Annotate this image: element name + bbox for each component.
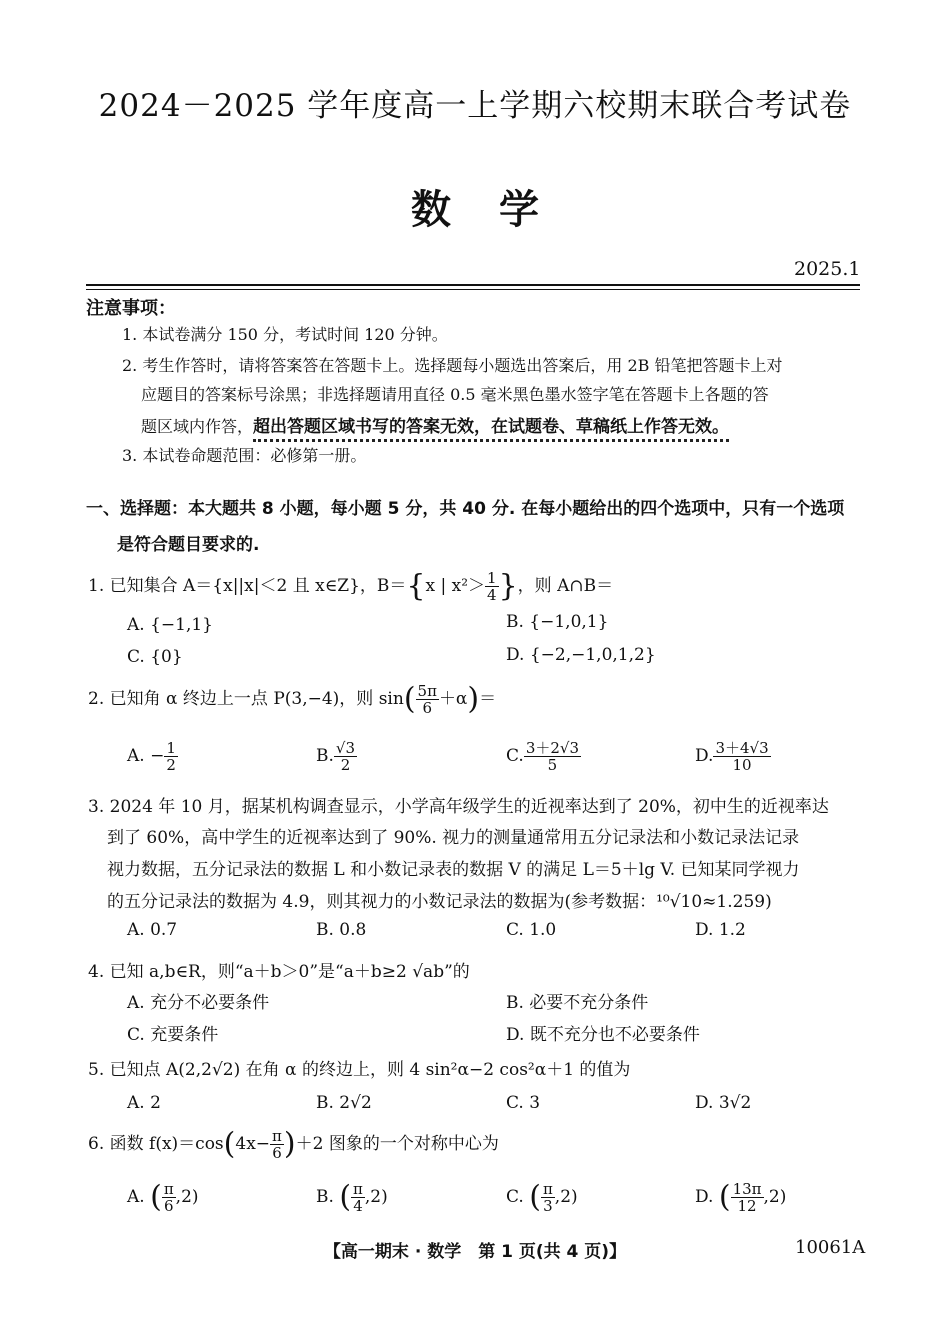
q2-frac-num: 5π: [417, 681, 437, 700]
q1-stem-b: ，则 A∩B＝: [517, 576, 614, 596]
q6-option-c-den: 3: [543, 1197, 553, 1215]
q6-option-a-lparen: (: [150, 1179, 162, 1215]
section-1-heading-cont: 是符合题目要求的.: [117, 535, 260, 555]
question-3-line-3: 视力数据，五分记录法的数据 L 和小数记录表的数据 V 的满足 L＝5＋lg V. 已知某同学视力: [107, 860, 800, 880]
q6-option-a-den: 6: [163, 1197, 174, 1215]
q1-fraction: [485, 570, 499, 604]
q2-paren-open: (: [403, 681, 416, 717]
notice-item-2-line-3-plain: 题区域内作答，: [141, 417, 254, 436]
q6-option-d-num: 13π: [732, 1179, 762, 1198]
q2-option-c-num: 3＋2√3: [525, 738, 580, 757]
q1-brace-open: {: [406, 568, 426, 604]
q6-option-b-lparen: (: [339, 1179, 352, 1215]
q1-brace-close: }: [498, 568, 518, 604]
q2-option-a-label: A. −: [127, 746, 165, 766]
q2-option-d: [695, 734, 771, 778]
q2-option-a: [127, 734, 178, 778]
q4-option-a: A. 充分不必要条件: [127, 993, 270, 1013]
q6-option-a-num: π: [163, 1179, 174, 1198]
q6-frac-num: π: [272, 1126, 282, 1145]
q2-paren-close: ): [467, 681, 480, 717]
q6-option-c-label: C.: [506, 1187, 524, 1207]
q2-stem-a: 2. 已知角 α 终边上一点 P(3,−4)，则 sin: [88, 689, 404, 709]
q6-inner-a: 4x−: [235, 1134, 271, 1154]
q2-option-c-label: C.: [506, 746, 524, 766]
notice-item-2-line-1: 2. 考生作答时，请将答案答在答题卡上。选择题每小题选出答案后，用 2B 铅笔把答题卡上对: [122, 356, 783, 375]
q2-option-b: [316, 734, 357, 778]
q6-option-d-den: 12: [737, 1197, 757, 1215]
q5-option-b: B. 2√2: [316, 1093, 372, 1113]
q6-option-d-frac: [731, 1181, 764, 1215]
exam-title: 2024－2025 学年度高一上学期六校期末联合考试卷: [98, 88, 852, 124]
q2-option-c-frac: [524, 740, 581, 774]
question-3-line-2: 到了 60%，高中学生的近视率达到了 90%. 视力的测量通常用五分记录法和小数记录法记录: [107, 828, 800, 848]
q2-option-b-label: B.: [316, 746, 334, 766]
notice-emphasis: 超出答题区域书写的答案无效，在试题卷、草稿纸上作答无效。: [253, 417, 729, 442]
q5-option-a: A. 2: [127, 1093, 161, 1113]
q2-option-d-den: 10: [732, 756, 752, 774]
notice-heading: 注意事项：: [86, 298, 176, 319]
question-4-stem: 4. 已知 a,b∈R，则“a＋b＞0”是“a＋b≥2 √ab”的: [88, 962, 470, 982]
q1-frac-den: 4: [487, 586, 497, 604]
question-6-stem: [88, 1122, 499, 1166]
q3-option-c: C. 1.0: [506, 920, 557, 940]
header-rule: [86, 284, 860, 286]
notice-item-2-line-3: [141, 412, 729, 437]
q6-frac-den: 6: [272, 1144, 282, 1162]
paper-code: 10061A: [795, 1237, 866, 1258]
q4-option-b: B. 必要不充分条件: [506, 993, 649, 1013]
q6-option-b-den: 4: [353, 1197, 363, 1215]
q6-option-c-tail: ,2): [554, 1187, 578, 1207]
q3-option-a: A. 0.7: [127, 920, 178, 940]
q2-option-a-den: 2: [166, 756, 176, 774]
q1-option-b: B. {−1,0,1}: [506, 612, 609, 632]
q2-option-d-frac: [713, 740, 770, 774]
q6-fraction: [270, 1128, 284, 1162]
q1-option-a: A. {−1,1}: [127, 615, 213, 635]
section-1-heading: 一、选择题：本大题共 8 小题，每小题 5 分，共 40 分. 在每小题给出的四个选项中，只有一个选项: [86, 499, 845, 519]
q1-option-c: C. {0}: [127, 647, 183, 667]
q6-option-b-tail: ,2): [364, 1187, 388, 1207]
q3-option-b: B. 0.8: [316, 920, 367, 940]
q2-frac-den: 6: [422, 699, 432, 717]
q3-option-d: D. 1.2: [695, 920, 746, 940]
q2-stem-b: ＝: [479, 689, 497, 709]
q6-paren-close: ): [283, 1126, 296, 1162]
q4-option-d: D. 既不充分也不必要条件: [506, 1025, 700, 1045]
q6-stem-b: ＋2 图象的一个对称中心为: [295, 1134, 499, 1154]
question-2-stem: [88, 678, 496, 720]
header-rule-thin: [86, 289, 860, 290]
question-3-line-1: 3. 2024 年 10 月，据某机构调查显示，小学高年级学生的近视率达到了 20%，初中生的近视率达: [88, 797, 829, 817]
q1-option-d: D. {−2,−1,0,1,2}: [506, 645, 656, 665]
q2-option-d-num: 3＋4√3: [715, 738, 769, 757]
q2-option-b-den: 2: [340, 756, 351, 774]
q2-option-c-den: 5: [547, 756, 558, 774]
question-3-line-4: 的五分记录法的数据为 4.9，则其视力的小数记录法的数据为(参考数据：¹⁰√10≈1.259): [107, 892, 772, 912]
q6-option-c-frac: [541, 1181, 555, 1215]
q5-option-c: C. 3: [506, 1093, 541, 1113]
q2-option-b-num: √3: [335, 738, 356, 757]
q6-option-d-tail: ,2): [763, 1187, 787, 1207]
q6-option-a: [127, 1174, 199, 1220]
q6-option-d-lparen: (: [718, 1179, 731, 1215]
q1-stem-a: 1. 已知集合 A＝{x||x|＜2 且 x∈Z}，B＝: [88, 576, 407, 596]
q6-option-a-frac: [162, 1181, 176, 1215]
notice-item-3: 3. 本试卷命题范围：必修第一册。: [122, 446, 367, 465]
q6-option-b-label: B.: [316, 1187, 334, 1207]
q6-option-d-label: D.: [695, 1187, 714, 1207]
q2-option-a-num: 1: [166, 738, 176, 757]
notice-item-2-line-2: 应题目的答案标号涂黑；非选择题请用直径 0.5 毫米黑色墨水签字笔在答题卡上各题的答: [141, 385, 769, 404]
q2-option-c: [506, 734, 581, 778]
q6-option-b: [316, 1174, 388, 1220]
q6-stem-a: 6. 函数 f(x)＝cos: [88, 1134, 224, 1154]
q6-option-b-frac: [351, 1181, 365, 1215]
q6-paren-open: (: [223, 1126, 236, 1162]
q5-option-d: D. 3√2: [695, 1093, 752, 1113]
q2-fraction: [416, 683, 439, 717]
q2-option-d-label: D.: [695, 746, 714, 766]
question-5-stem: 5. 已知点 A(2,2√2) 在角 α 的终边上，则 4 sin²α−2 cos²α＋1 的值为: [88, 1060, 631, 1080]
q4-option-c: C. 充要条件: [127, 1025, 219, 1045]
q6-option-a-tail: ,2): [175, 1187, 199, 1207]
page-footer: 【高一期末 · 数学 第 1 页(共 4 页)】: [323, 1242, 627, 1262]
q6-option-b-num: π: [353, 1179, 363, 1198]
notice-item-1: 1. 本试卷满分 150 分，考试时间 120 分钟。: [122, 325, 448, 344]
q6-option-a-label: A.: [127, 1187, 145, 1207]
q6-option-d: [695, 1174, 786, 1220]
exam-date: 2025.1: [794, 258, 861, 280]
q2-after-frac: ＋α: [438, 689, 468, 709]
q1-set-b-condition: x | x²＞: [425, 576, 486, 596]
q6-option-c: [506, 1174, 578, 1220]
q2-option-b-frac: [334, 740, 357, 774]
q6-option-c-num: π: [542, 1179, 553, 1198]
q1-frac-num: 1: [487, 568, 497, 587]
q2-option-a-frac: [164, 740, 178, 774]
subject-title: 数学: [411, 187, 587, 233]
question-1-stem: [88, 566, 613, 606]
q6-option-c-lparen: (: [529, 1179, 541, 1215]
